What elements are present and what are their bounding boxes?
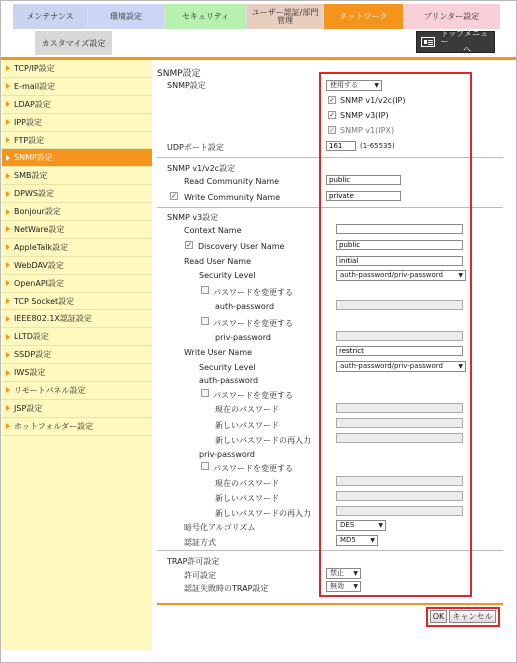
- highlight-box: [319, 72, 472, 597]
- arrow-icon: [6, 316, 10, 322]
- menu-icon: [421, 37, 435, 47]
- change-password-label: パスワードを変更する: [213, 319, 293, 328]
- auth-fail-trap-select[interactable]: 無効 ▼: [326, 581, 361, 592]
- new-password-confirm-label: 新しいパスワードの再入力: [215, 509, 311, 518]
- arrow-icon: [6, 119, 10, 125]
- write-priv-change-checkbox[interactable]: [201, 462, 209, 470]
- tab-security[interactable]: セキュリティ: [165, 4, 247, 29]
- new-password-label: 新しいパスワード: [215, 421, 279, 430]
- sidebar: [2, 60, 152, 650]
- top-menu-button[interactable]: トップメニュー へ: [416, 31, 495, 53]
- arrow-icon: [6, 244, 10, 250]
- write-community-label: Write Community Name: [184, 193, 281, 202]
- arrow-icon: [6, 173, 10, 179]
- encryption-select[interactable]: DES ▼: [336, 520, 386, 531]
- write-security-level-select[interactable]: auth-password/priv-password ▼: [336, 361, 466, 372]
- auth-method-label: 認証方式: [184, 538, 216, 547]
- sidebar-item-ldap[interactable]: LDAP設定: [2, 96, 152, 114]
- tab-printer[interactable]: プリンター設定: [404, 4, 500, 29]
- trap-permit-select[interactable]: 禁止 ▼: [326, 568, 361, 579]
- auth-password-label: auth-password: [199, 376, 259, 385]
- dropdown-arrow-icon: ▼: [374, 82, 379, 89]
- arrow-icon: [6, 137, 10, 143]
- sidebar-item-iws[interactable]: IWS設定: [2, 364, 152, 382]
- read-security-level-select[interactable]: auth-password/priv-password ▼: [336, 270, 466, 281]
- arrow-icon: [6, 191, 10, 197]
- dropdown-arrow-icon: ▼: [458, 363, 463, 370]
- sidebar-item-tcpsocket[interactable]: TCP Socket設定: [2, 293, 152, 311]
- trap-section-title: TRAP許可設定: [167, 557, 220, 566]
- sidebar-item-openapi[interactable]: OpenAPI設定: [2, 275, 152, 293]
- encryption-label: 暗号化アルゴリズム: [184, 523, 256, 532]
- current-password-label: 現在のパスワード: [215, 405, 279, 414]
- sidebar-item-tcpip[interactable]: TCP/IP設定: [2, 60, 152, 78]
- sidebar-item-bonjour[interactable]: Bonjour設定: [2, 203, 152, 221]
- cancel-button[interactable]: キャンセル: [449, 610, 496, 623]
- arrow-icon: [6, 280, 10, 286]
- sidebar-item-netware[interactable]: NetWare設定: [2, 221, 152, 239]
- auth-password-label: auth-password: [215, 302, 275, 311]
- sidebar-item-email[interactable]: E-mail設定: [2, 78, 152, 96]
- page-title: SNMP設定: [157, 69, 201, 79]
- read-auth-change-checkbox[interactable]: [201, 286, 209, 294]
- write-user-label: Write User Name: [184, 348, 253, 357]
- sidebar-item-lltd[interactable]: LLTD設定: [2, 328, 152, 346]
- arrow-icon: [6, 101, 10, 107]
- v1v2c-section-title: SNMP v1/v2c設定: [167, 164, 236, 173]
- udp-port-range: (1-65535): [360, 142, 395, 150]
- write-auth-change-checkbox[interactable]: [201, 389, 209, 397]
- read-security-level-label: Security Level: [199, 271, 256, 280]
- current-password-label: 現在のパスワード: [215, 479, 279, 488]
- discovery-user-label: Discovery User Name: [198, 242, 285, 251]
- write-security-level-label: Security Level: [199, 363, 256, 372]
- auth-fail-trap-label: 認証失敗時のTRAP設定: [184, 584, 269, 593]
- v1ipx-checkbox[interactable]: ✓: [329, 125, 335, 134]
- tab-network[interactable]: ネットワーク: [324, 4, 404, 29]
- v1v2c-label: SNMP v1/v2c(IP): [340, 96, 406, 105]
- tab-user-auth[interactable]: ユーザー認証/部門 管理: [247, 4, 324, 29]
- auth-method-select[interactable]: MD5 ▼: [336, 535, 378, 546]
- priv-password-label: priv-password: [199, 450, 255, 459]
- ok-button[interactable]: OK: [430, 610, 447, 623]
- tab-environment[interactable]: 環境設定: [88, 4, 165, 29]
- trap-permit-label: 許可設定: [184, 571, 216, 580]
- arrow-icon: [6, 65, 10, 71]
- sidebar-item-webdav[interactable]: WebDAV設定: [2, 257, 152, 275]
- arrow-icon: [6, 387, 10, 393]
- sidebar-item-ipp[interactable]: IPP設定: [2, 114, 152, 132]
- arrow-icon: [6, 262, 10, 268]
- sidebar-item-snmp[interactable]: SNMP設定: [2, 149, 152, 167]
- change-password-label: パスワードを変更する: [213, 288, 293, 297]
- arrow-icon: [6, 155, 10, 161]
- top-tab-bar: [13, 4, 500, 29]
- arrow-icon: [6, 83, 10, 89]
- sidebar-item-hot-folder[interactable]: ホットフォルダー設定: [2, 418, 152, 436]
- dropdown-arrow-icon: ▼: [370, 537, 375, 544]
- v3-label: SNMP v3(IP): [340, 111, 389, 120]
- context-name-label: Context Name: [184, 226, 242, 235]
- sidebar-item-remote-panel[interactable]: リモートパネル設定: [2, 382, 152, 400]
- v3-section-title: SNMP v3設定: [167, 213, 219, 222]
- new-password-label: 新しいパスワード: [215, 494, 279, 503]
- arrow-icon: [6, 423, 10, 429]
- change-password-label: パスワードを変更する: [213, 391, 293, 400]
- arrow-icon: [6, 334, 10, 340]
- tab-maintenance[interactable]: メンテナンス: [13, 4, 88, 29]
- arrow-icon: [6, 352, 10, 358]
- priv-password-label: priv-password: [215, 333, 271, 342]
- read-priv-change-checkbox[interactable]: [201, 317, 209, 325]
- discovery-user-checkbox[interactable]: ✓: [186, 240, 192, 249]
- tab-customize[interactable]: カスタマイズ設定: [35, 31, 112, 55]
- arrow-icon: [6, 298, 10, 304]
- sidebar-item-appletalk[interactable]: AppleTalk設定: [2, 239, 152, 257]
- sidebar-item-dpws[interactable]: DPWS設定: [2, 185, 152, 203]
- arrow-icon: [6, 370, 10, 376]
- read-community-label: Read Community Name: [184, 177, 280, 186]
- change-password-label: パスワードを変更する: [213, 464, 293, 473]
- sidebar-item-smb[interactable]: SMB設定: [2, 167, 152, 185]
- v1v2c-checkbox[interactable]: ✓: [329, 95, 335, 104]
- v1ipx-label: SNMP v1(IPX): [340, 126, 395, 135]
- sidebar-item-jsp[interactable]: JSP設定: [2, 400, 152, 418]
- arrow-icon: [6, 405, 10, 411]
- dropdown-arrow-icon: ▼: [378, 522, 383, 529]
- dropdown-arrow-icon: ▼: [353, 583, 358, 590]
- arrow-icon: [6, 226, 10, 232]
- sidebar-item-ssdp[interactable]: SSDP設定: [2, 346, 152, 364]
- v3-checkbox[interactable]: ✓: [329, 110, 335, 119]
- dropdown-arrow-icon: ▼: [353, 570, 358, 577]
- write-community-checkbox[interactable]: ✓: [171, 191, 177, 200]
- sidebar-item-ieee8021x[interactable]: IEEE802.1X認証設定: [2, 310, 152, 328]
- new-password-confirm-label: 新しいパスワードの再入力: [215, 436, 311, 445]
- sidebar-item-ftp[interactable]: FTP設定: [2, 132, 152, 150]
- arrow-icon: [6, 209, 10, 215]
- snmp-setting-label: SNMP設定: [167, 81, 206, 90]
- udp-port-label: UDPポート設定: [167, 143, 224, 152]
- footer-divider: [157, 603, 503, 605]
- snmp-setting-select[interactable]: 使用する ▼: [326, 80, 382, 91]
- dropdown-arrow-icon: ▼: [458, 272, 463, 279]
- read-user-label: Read User Name: [184, 257, 252, 266]
